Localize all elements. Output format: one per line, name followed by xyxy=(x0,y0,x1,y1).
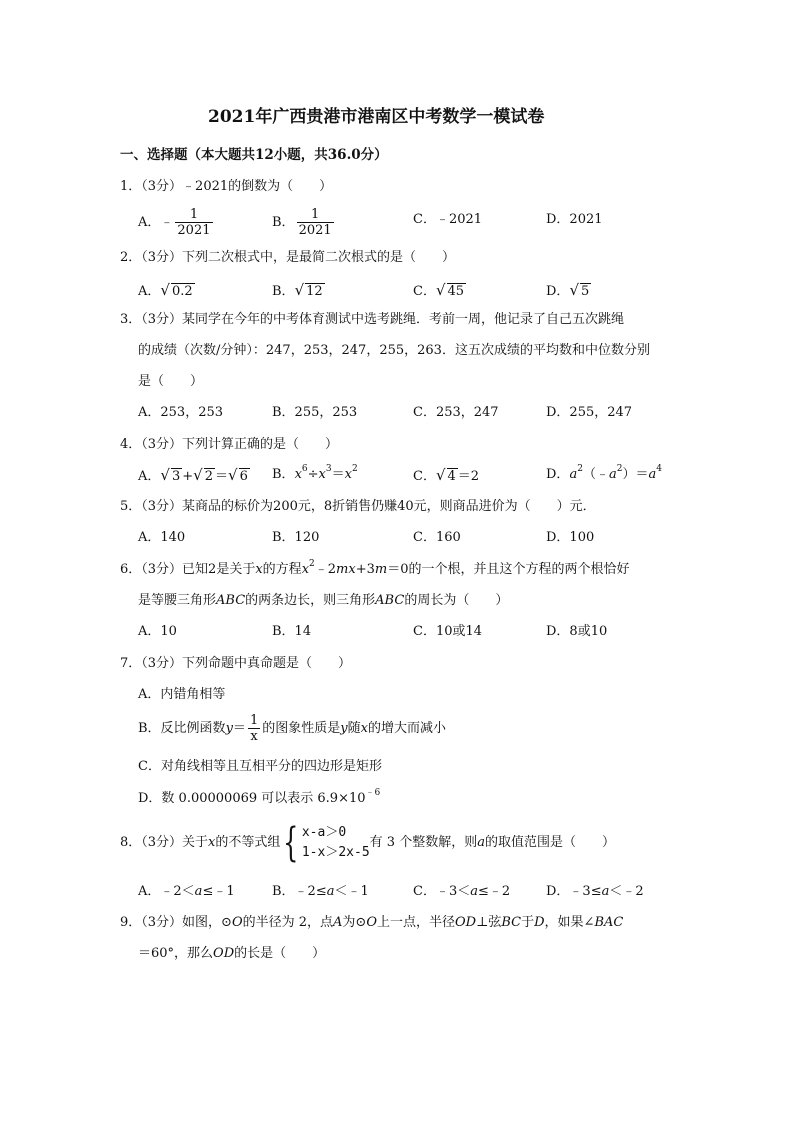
question-8-stem: 8．（3分）关于x的不等式组{ x-a＞0 1-x＞2x-5 有 3 个整数解，则a的取值范围是（ ） xyxy=(120,819,615,866)
q8-option-a: A．﹣2＜a≤﹣1 xyxy=(138,884,235,899)
section-heading: 一、选择题（本大题共12小题，共36.0分） xyxy=(120,147,388,163)
question-3-line-2: 的成绩（次数/分钟）：247，253，247，255，263．这五次成绩的平均数和中位数分别 xyxy=(138,343,650,358)
q7-option-a: A．内错角相等 xyxy=(138,687,226,702)
q1-option-b: B． $\frac{1}{2021}$ xyxy=(272,207,332,238)
question-9-line-1: 9．（3分）如图，⊙O的半径为 2，点A为⊙O上一点，半径OD⊥弦BC于D，如果∠BAC xyxy=(120,915,624,930)
q6-option-a: A．10 xyxy=(138,624,177,639)
q5-option-b: B．120 xyxy=(272,530,320,545)
question-6-line-2: 是等腰三角形ABC的两条边长，则三角形ABC的周长为（ ） xyxy=(138,593,509,608)
q7-option-c: C．对角线相等且互相平分的四边形是矩形 xyxy=(138,759,382,774)
q5-option-a: A．140 xyxy=(138,530,186,545)
question-4-stem: 4．（3分）下列计算正确的是（ ） xyxy=(120,437,339,452)
q8-option-d: D．﹣3≤a＜﹣2 xyxy=(546,884,644,899)
q4-option-a: A．√ 3 +√ 2 ＝√ 6 xyxy=(138,466,248,484)
q1-option-a: A．﹣ $\frac{1}{2021}$ xyxy=(138,207,211,238)
q4-option-d: D．$a^2(﹣a^2)=a^4$ xyxy=(546,464,662,482)
exam-title: 2021年广西贵港市港南区中考数学一模试卷 xyxy=(208,107,545,127)
question-9-line-2: ＝60°，那么OD的长是（ ） xyxy=(138,946,326,961)
q3-option-b: B．255，253 xyxy=(272,405,358,420)
q5-option-d: D．100 xyxy=(546,530,595,545)
q7-option-b: B．反比例函数y＝ $\frac{1}{x}$ 的图象性质是y随x的增大而减小 xyxy=(138,713,446,744)
q6-option-d: D．8或10 xyxy=(546,624,608,639)
q8-option-b: B．﹣2≤a＜﹣1 xyxy=(272,884,369,899)
question-5-stem: 5．（3分）某商品的标价为200元，8折销售仍赚40元，则商品进价为（ ）元． xyxy=(120,499,596,514)
q7-option-d: D．数 0.00000069 可以表示 $6.9\times 10^{﹣6}$ xyxy=(138,788,381,806)
q3-option-a: A．253，253 xyxy=(138,405,224,420)
q2-option-c: C．√ 45 xyxy=(413,281,465,299)
q1-option-d: D．2021 xyxy=(546,212,603,227)
q2-option-d: D．√ 5 xyxy=(546,281,590,299)
q4-option-c: C．√ 4 ＝2 xyxy=(413,466,480,484)
q1-option-c: C．﹣2021 xyxy=(413,212,483,227)
q5-option-c: C．160 xyxy=(413,530,461,545)
q3-option-c: C．253，247 xyxy=(413,405,499,420)
q8-option-c: C．﹣3＜a≤﹣2 xyxy=(413,884,511,899)
q6-option-b: B．14 xyxy=(272,624,312,639)
q2-option-b: B．√ 12 xyxy=(272,281,323,299)
question-2-stem: 2．（3分）下列二次根式中，是最简二次根式的是（ ） xyxy=(120,250,456,265)
question-6-line-1: 6．（3分）已知2是关于x的方程$x^2﹣2mx+3m=0$的一个根，并且这个方程的两个根恰好 xyxy=(120,559,630,577)
q4-option-b: B．$x^6\div x^3=x^2$ xyxy=(272,464,358,482)
question-7-stem: 7．（3分）下列命题中真命题是（ ） xyxy=(120,656,352,671)
question-1-stem: 1．（3分）﹣2021的倒数为（ ） xyxy=(120,179,333,194)
question-3-line-3: 是（ ） xyxy=(138,374,204,389)
q6-option-c: C．10或14 xyxy=(413,624,483,639)
question-3-line-1: 3．（3分）某同学在今年的中考体育测试中选考跳绳．考前一周，他记录了自己五次跳绳 xyxy=(120,312,625,327)
q3-option-d: D．255，247 xyxy=(546,405,633,420)
q2-option-a: A．√ 0.2 xyxy=(138,281,193,299)
